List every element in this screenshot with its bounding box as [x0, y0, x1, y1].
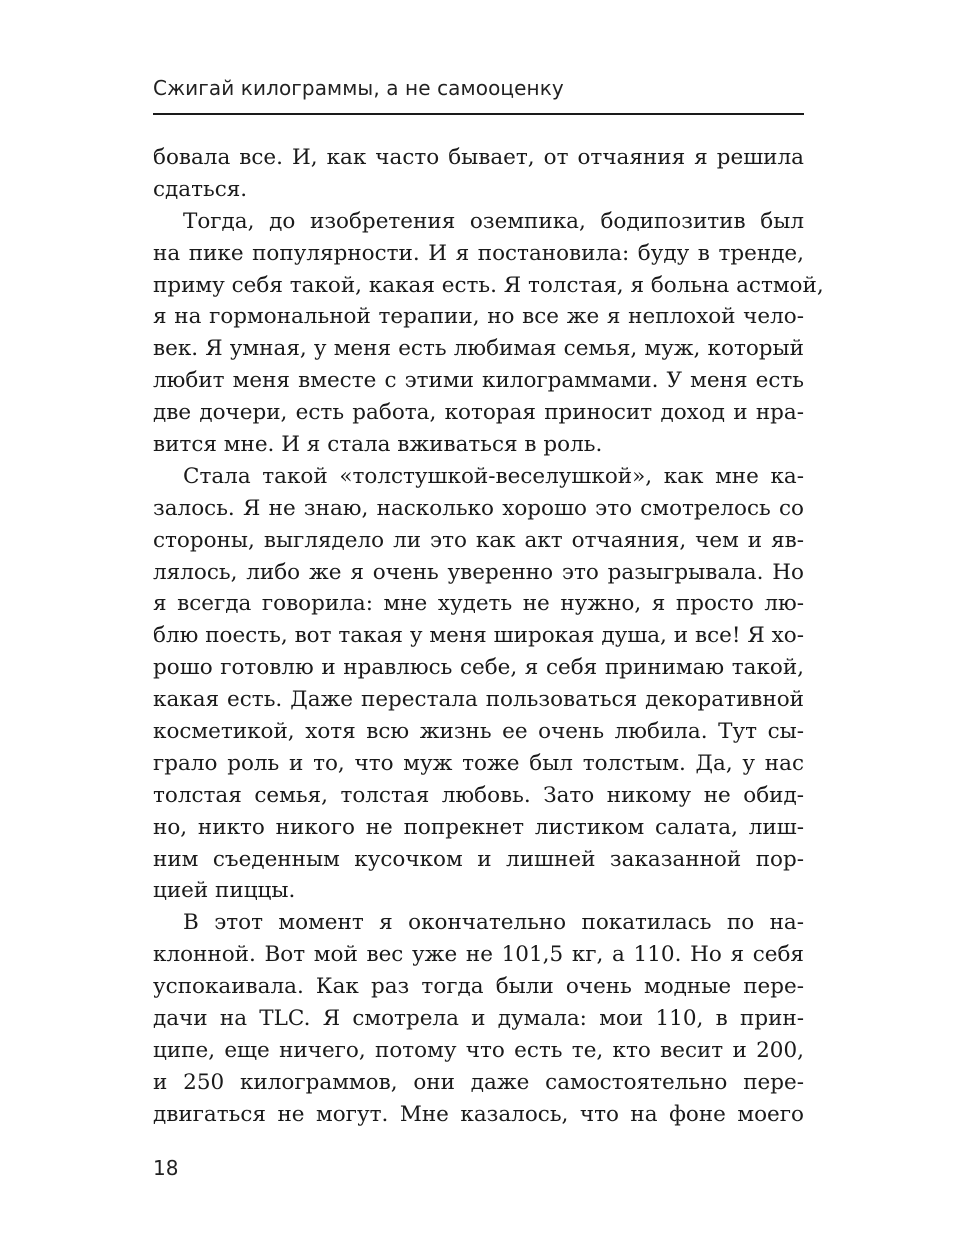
text-line: ним съеденным кусочком и лишней заказанной пор-	[153, 846, 804, 872]
header-rule	[153, 113, 804, 115]
text-line: я на гормональной терапии, но все же я неплохой чело-	[153, 304, 804, 330]
text-line: двигаться не могут. Мне казалось, что на фоне моего	[153, 1101, 804, 1127]
text-line: приму себя такой, какая есть. Я толстая, я больна астмой,	[153, 272, 824, 298]
paragraph	[153, 461, 804, 907]
body-text	[153, 142, 824, 1131]
text-line: грало роль и то, что муж тоже был толстым. Да, у нас	[153, 750, 804, 776]
text-line: какая есть. Даже перестала пользоваться декоративной	[153, 687, 804, 713]
text-line: Стала такой «толстушкой-веселушкой», как мне ка-	[183, 463, 804, 489]
text-line: Тогда, до изобретения оземпика, бодипозитив был	[183, 208, 804, 234]
text-line: любит меня вместе с этими килограммами. У меня есть	[153, 368, 804, 394]
text-line: цией пиццы.	[153, 878, 296, 904]
text-line: залось. Я не знаю, насколько хорошо это смотрелось со	[153, 495, 804, 521]
page-number: 18	[153, 1156, 179, 1180]
text-line: клонной. Вот мой вес уже не 101,5 кг, а 110. Но я себя	[153, 942, 804, 968]
text-line: дачи на TLC. Я смотрела и думала: мои 110, в прин-	[153, 1006, 804, 1032]
text-line: рошо готовлю и нравлюсь себе, я себя принимаю такой,	[153, 655, 804, 681]
text-line: я всегда говорила: мне худеть не нужно, я просто лю-	[153, 591, 804, 617]
text-line: В этот момент я окончательно покатилась по на-	[183, 910, 804, 936]
text-line: сдаться.	[153, 176, 248, 202]
text-line: на пике популярности. И я постановила: буду в тренде,	[153, 240, 804, 266]
text-line: и 250 килограммов, они даже самостоятельно пере-	[153, 1069, 804, 1095]
text-line: толстая семья, толстая любовь. Зато никому не обид-	[153, 782, 804, 808]
text-line: бовала все. И, как часто бывает, от отчаяния я решила	[153, 145, 804, 170]
text-line: стороны, выглядело ли это как акт отчаяния, чем и яв-	[153, 527, 804, 553]
running-head-title: Сжигай килограммы, а не самооценку	[153, 76, 564, 100]
paragraph	[153, 206, 824, 461]
text-line: век. Я умная, у меня есть любимая семья, муж, который	[153, 336, 804, 362]
text-line: лялось, либо же я очень уверенно это разыгрывала. Но	[153, 559, 804, 585]
text-line: вится мне. И я стала вживаться в роль.	[153, 432, 603, 458]
paragraph	[153, 907, 804, 1130]
text-line: две дочери, есть работа, которая приносит доход и нра-	[153, 400, 804, 426]
paragraph	[153, 142, 804, 206]
text-line: ципе, еще ничего, потому что есть те, кто весит и 200,	[153, 1037, 804, 1063]
text-line: блю поесть, вот такая у меня широкая душа, и все! Я хо-	[153, 623, 804, 649]
text-line: успокаивала. Как раз тогда были очень модные пере-	[153, 974, 804, 1000]
text-line: косметикой, хотя всю жизнь ее очень любила. Тут сы-	[153, 719, 804, 745]
text-line: но, никто никого не попрекнет листиком салата, лиш-	[153, 814, 804, 840]
